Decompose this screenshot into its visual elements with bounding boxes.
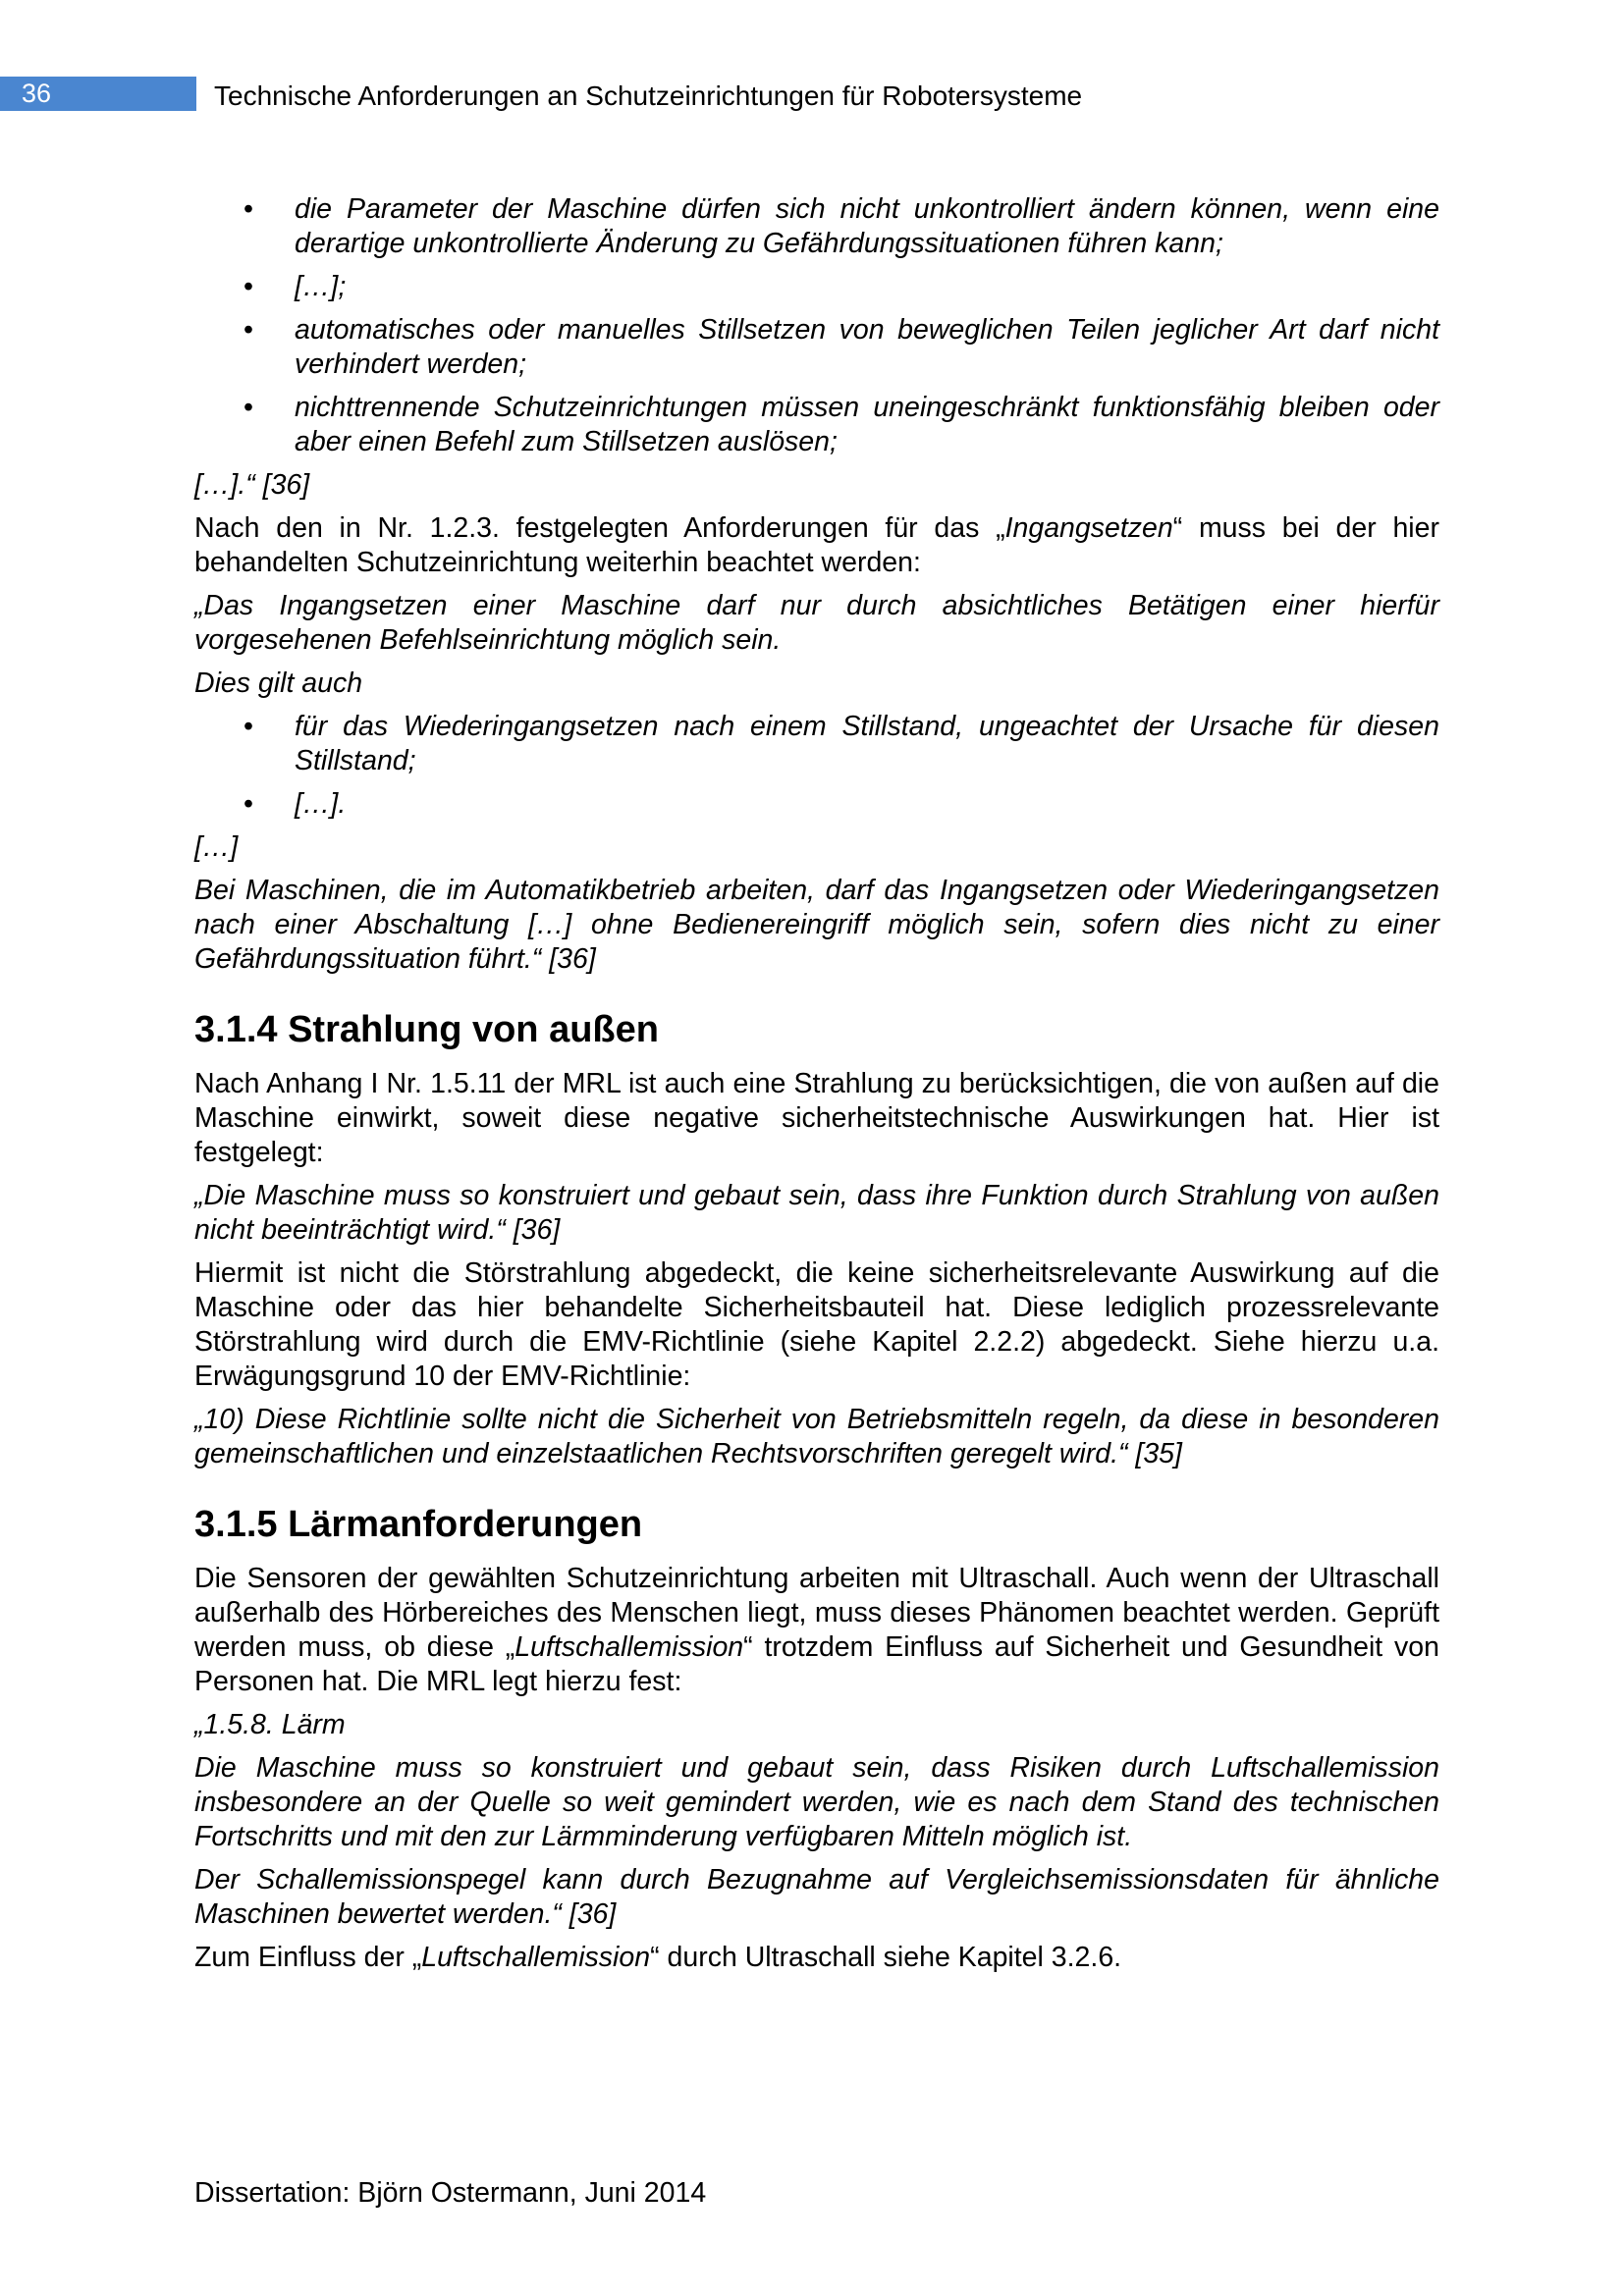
list-item: • nichttrennende Schutzeinrichtungen müssen uneingeschränkt funktionsfähig bleiben oder aber einen Befehl zum Stillsetzen auslösen; xyxy=(194,391,1439,459)
quote-paragraph: Bei Maschinen, die im Automatikbetrieb arbeiten, darf das Ingangsetzen oder Wiederingangsetzen nach einer Abschaltung […] ohne Bedienereingriff möglich sein, sofern dies nicht zu einer Gefährdungssituation führt.“ [36] xyxy=(194,875,1439,975)
page-number: 36 xyxy=(22,79,52,108)
quote-paragraph: „Die Maschine muss so konstruiert und gebaut sein, dass ihre Funktion durch Strahlung von außen nicht beeinträchtigt wird.“ [36] xyxy=(194,1180,1439,1246)
quote-paragraph: „Das Ingangsetzen einer Maschine darf nur durch absichtliches Betätigen einer hierfür vorgesehenen Befehlseinrichtung möglich sein. xyxy=(194,590,1439,656)
list-item: • die Parameter der Maschine dürfen sich nicht unkontrolliert ändern können, wenn eine derartige unkontrollierte Änderung zu Gefährdungssituationen führen kann; xyxy=(194,192,1439,261)
page-number-box xyxy=(0,77,196,111)
page-body xyxy=(194,192,1439,1984)
list-item: • […]; xyxy=(194,270,1439,304)
section-heading-3-1-4: 3.1.4 Strahlung von außen xyxy=(194,1009,659,1050)
paragraph: Die Sensoren der gewählten Schutzeinrichtung arbeiten mit Ultraschall. Auch wenn der Ultraschall außerhalb des Hörbereiches des Menschen liegt, muss dieses Phänomen beachtet werden. Geprüft werden muss, ob diese „Luftschallemission“ trotzdem Einfluss auf Sicherheit und Gesundheit von Personen hat. Die MRL legt hierzu fest: xyxy=(194,1563,1440,1697)
bullet-list-1 xyxy=(194,192,1439,459)
footer-text: Dissertation: Björn Ostermann, Juni 2014 xyxy=(194,2177,707,2209)
running-title: Technische Anforderungen an Schutzeinrichtungen für Robotersysteme xyxy=(214,80,1083,111)
list-item: • […]. xyxy=(194,787,1439,822)
section-heading-3-1-5: 3.1.5 Lärmanforderungen xyxy=(194,1504,643,1545)
paragraph: Nach Anhang I Nr. 1.5.11 der MRL ist auch eine Strahlung zu berücksichtigen, die von außen auf die Maschine einwirkt, soweit diese negative sicherheitstechnische Auswirkungen hat. Hier ist festgelegt: xyxy=(194,1068,1439,1168)
list-item: • für das Wiederingangsetzen nach einem Stillstand, ungeachtet der Ursache für diesen Stillstand; xyxy=(194,710,1439,778)
quote-paragraph: Die Maschine muss so konstruiert und gebaut sein, dass Risiken durch Luftschallemission insbesondere an der Quelle so weit gemindert werden, wie es nach dem Stand des technischen Fortschritts und mit den zur Lärmminderung verfügbaren Mitteln möglich ist. xyxy=(194,1752,1439,1852)
quote-paragraph: „10) Diese Richtlinie sollte nicht die Sicherheit von Betriebsmitteln regeln, da diese in besonderen gemeinschaftlichen und einzelstaatlichen Rechtsvorschriften geregelt wird.“ [35] xyxy=(194,1404,1439,1469)
paragraph: Nach den in Nr. 1.2.3. festgelegten Anforderungen für das „Ingangsetzen“ muss bei der hier behandelten Schutzeinrichtung weiterhin beachtet werden: xyxy=(194,512,1439,578)
bullet-list-2 xyxy=(194,710,1439,822)
quote-paragraph: „1.5.8. Lärm xyxy=(194,1709,346,1740)
quote-paragraph: Der Schallemissionspegel kann durch Bezugnahme auf Vergleichsemissionsdaten für ähnliche Maschinen bewertet werden.“ [36] xyxy=(194,1864,1439,1930)
list-item: • automatisches oder manuelles Stillsetzen von beweglichen Teilen jeglicher Art darf nicht verhindert werden; xyxy=(194,313,1439,382)
paragraph: Hiermit ist nicht die Störstrahlung abgedeckt, die keine sicherheitsrelevante Auswirkung auf die Maschine oder das hier behandelte Sicherheitsbauteil hat. Diese lediglich prozessrelevante Störstrahlung wird durch die EMV-Richtlinie (siehe Kapitel 2.2.2) abgedeckt. Siehe hierzu u.a. Erwägungsgrund 10 der EMV-Richtlinie: xyxy=(194,1257,1439,1392)
paragraph: Zum Einfluss der „Luftschallemission“ durch Ultraschall siehe Kapitel 3.2.6. xyxy=(194,1942,1122,1973)
quote-paragraph: Dies gilt auch xyxy=(194,667,363,699)
quote-end: […].“ [36] xyxy=(194,469,310,501)
quote-paragraph: […] xyxy=(194,831,239,863)
